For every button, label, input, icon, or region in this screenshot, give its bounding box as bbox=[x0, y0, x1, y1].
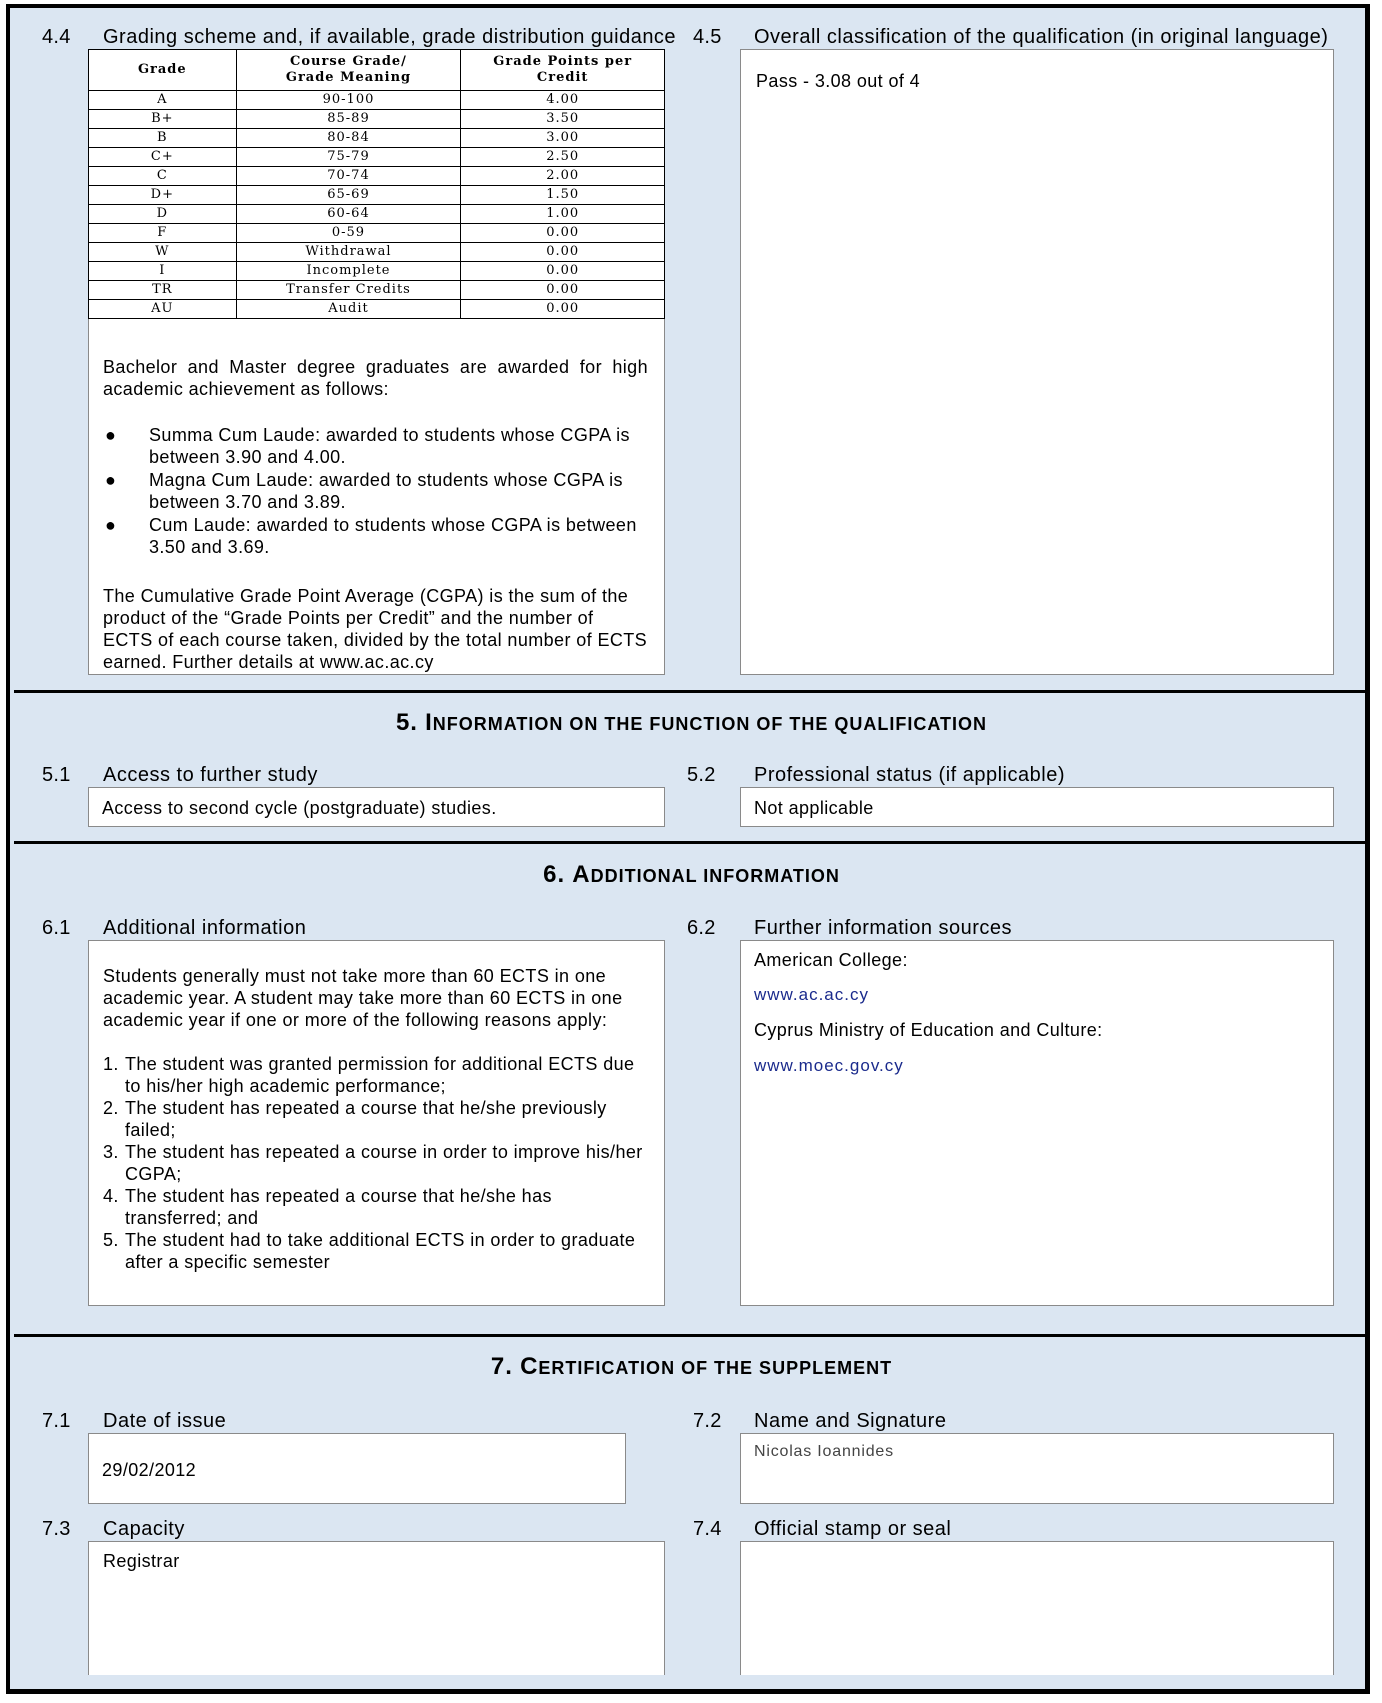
honors-list bbox=[103, 424, 648, 558]
grade-cell: W bbox=[89, 243, 237, 262]
section-6-title-initial: A bbox=[572, 861, 591, 888]
section-divider bbox=[14, 690, 1369, 693]
grade-meaning-cell: Transfer Credits bbox=[236, 281, 461, 300]
field-number-7-1: 7.1 bbox=[42, 1410, 71, 1432]
reason-item bbox=[103, 1141, 648, 1185]
field-label-grading-scheme: Grading scheme and, if available, grade distribution guidance bbox=[103, 26, 677, 48]
grade-meaning-cell: 70-74 bbox=[236, 167, 461, 186]
grade-cell: A bbox=[89, 91, 237, 110]
grade-meaning-cell: 80-84 bbox=[236, 129, 461, 148]
honors-item bbox=[103, 424, 648, 468]
column-header-grade: Grade bbox=[89, 50, 237, 91]
overall-classification-box bbox=[740, 49, 1334, 675]
grade-meaning-cell: 75-79 bbox=[236, 148, 461, 167]
grade-cell: C+ bbox=[89, 148, 237, 167]
grade-meaning-cell: Incomplete bbox=[236, 262, 461, 281]
grade-points-cell: 0.00 bbox=[461, 262, 665, 281]
field-number-7-3: 7.3 bbox=[42, 1518, 71, 1540]
section-7-title-text: ERTIFICATION OF THE SUPPLEMENT bbox=[538, 1358, 893, 1378]
grade-table-row bbox=[89, 300, 665, 319]
grade-table-row bbox=[89, 281, 665, 300]
grade-cell: D bbox=[89, 205, 237, 224]
grade-table-header-row bbox=[89, 50, 665, 91]
grade-points-cell: 0.00 bbox=[461, 224, 665, 243]
grade-points-cell: 3.50 bbox=[461, 110, 665, 129]
bullet-icon: ● bbox=[105, 470, 117, 490]
honors-item bbox=[103, 469, 648, 513]
grade-meaning-cell: Withdrawal bbox=[236, 243, 461, 262]
section-6-title-text: DDITIONAL INFORMATION bbox=[590, 866, 840, 886]
reason-number: 4. bbox=[103, 1186, 119, 1206]
reason-number: 3. bbox=[103, 1142, 119, 1162]
field-label-date-of-issue: Date of issue bbox=[103, 1410, 227, 1432]
grade-points-cell: 1.50 bbox=[461, 186, 665, 205]
field-label-additional-information: Additional information bbox=[103, 917, 307, 939]
bullet-icon: ● bbox=[105, 425, 117, 445]
grade-table-row bbox=[89, 167, 665, 186]
name-and-signature-box bbox=[740, 1433, 1334, 1504]
section-divider bbox=[14, 1334, 1369, 1337]
professional-status-value: Not applicable bbox=[754, 798, 874, 818]
field-label-overall-classification: Overall classification of the qualification (in original language) bbox=[754, 26, 1329, 48]
grade-meaning-cell: Audit bbox=[236, 300, 461, 319]
additional-information-box bbox=[88, 940, 665, 1306]
honors-item bbox=[103, 514, 648, 558]
source-label-american-college: American College: bbox=[754, 950, 908, 970]
field-number-7-2: 7.2 bbox=[693, 1410, 722, 1432]
honors-item-text: Magna Cum Laude: awarded to students whose CGPA is between 3.70 and 3.89. bbox=[149, 470, 623, 512]
grade-cell: TR bbox=[89, 281, 237, 300]
official-stamp-box bbox=[740, 1541, 1334, 1675]
grade-meaning-cell: 65-69 bbox=[236, 186, 461, 205]
reason-text: The student has repeated a course that he/she previously failed; bbox=[125, 1098, 607, 1140]
field-label-official-stamp: Official stamp or seal bbox=[754, 1518, 952, 1540]
field-number-7-4: 7.4 bbox=[693, 1518, 722, 1540]
access-further-study-value: Access to second cycle (postgraduate) studies. bbox=[102, 798, 497, 818]
grade-table-row bbox=[89, 129, 665, 148]
link-moec-gov-cy[interactable]: www.moec.gov.cy bbox=[754, 1056, 904, 1075]
cgpa-note: The Cumulative Grade Point Average (CGPA) is the sum of the product of the “Grade Points per Credit” and the number of ECTS of each course taken, divided by the total number of ECTS earned. Further details at www.ac.ac.cy bbox=[103, 586, 648, 672]
additional-information-reasons bbox=[103, 1053, 648, 1273]
signatory-name: Nicolas Ioannides bbox=[754, 1443, 894, 1460]
capacity-value: Registrar bbox=[103, 1551, 180, 1571]
grade-table-row bbox=[89, 243, 665, 262]
overall-classification-value: Pass - 3.08 out of 4 bbox=[756, 71, 921, 91]
column-header-grade-points: Grade Points per Credit bbox=[461, 50, 665, 91]
grade-points-cell: 2.50 bbox=[461, 148, 665, 167]
grade-points-cell: 2.00 bbox=[461, 167, 665, 186]
grade-table-row bbox=[89, 224, 665, 243]
reason-item bbox=[103, 1097, 648, 1141]
column-header-course-grade: Course Grade/ Grade Meaning bbox=[236, 50, 461, 91]
reason-item bbox=[103, 1229, 648, 1273]
honors-item-text: Cum Laude: awarded to students whose CGPA is between 3.50 and 3.69. bbox=[149, 515, 637, 557]
grade-points-cell: 1.00 bbox=[461, 205, 665, 224]
grade-table-row bbox=[89, 205, 665, 224]
source-label-ministry: Cyprus Ministry of Education and Culture: bbox=[754, 1020, 1103, 1040]
professional-status-box bbox=[740, 787, 1334, 827]
date-of-issue-box bbox=[88, 1433, 626, 1504]
honors-item-text: Summa Cum Laude: awarded to students whose CGPA is between 3.90 and 4.00. bbox=[149, 425, 630, 467]
grade-cell: I bbox=[89, 262, 237, 281]
additional-information-intro: Students generally must not take more than 60 ECTS in one academic year. A student may take more than 60 ECTS in one academic year if one or more of the following reasons apply: bbox=[103, 966, 623, 1030]
section-7-title-initial: C bbox=[520, 1353, 539, 1380]
section-7-title bbox=[14, 1353, 1369, 1381]
field-number-4-5: 4.5 bbox=[693, 26, 722, 48]
section-5-title-text: NFORMATION ON THE FUNCTION OF THE QUALIFICATION bbox=[432, 714, 988, 734]
grade-cell: C bbox=[89, 167, 237, 186]
grade-points-cell: 3.00 bbox=[461, 129, 665, 148]
section-5-title bbox=[14, 709, 1369, 737]
grade-points-cell: 4.00 bbox=[461, 91, 665, 110]
section-6-number: 6. bbox=[543, 861, 566, 888]
grade-cell: AU bbox=[89, 300, 237, 319]
grade-points-cell: 0.00 bbox=[461, 300, 665, 319]
field-number-6-1: 6.1 bbox=[42, 917, 71, 939]
field-number-6-2: 6.2 bbox=[687, 917, 716, 939]
grade-table-row bbox=[89, 91, 665, 110]
section-divider bbox=[14, 841, 1369, 844]
grade-meaning-cell: 85-89 bbox=[236, 110, 461, 129]
grade-table-row bbox=[89, 186, 665, 205]
field-number-4-4: 4.4 bbox=[42, 26, 71, 48]
grade-points-cell: 0.00 bbox=[461, 243, 665, 262]
grade-table-body bbox=[89, 91, 665, 319]
date-of-issue-value: 29/02/2012 bbox=[102, 1460, 197, 1480]
reason-text: The student has repeated a course in order to improve his/her CGPA; bbox=[125, 1142, 643, 1184]
reason-text: The student had to take additional ECTS in order to graduate after a specific semester bbox=[125, 1230, 636, 1272]
further-information-sources-box bbox=[740, 940, 1334, 1306]
grade-table bbox=[88, 49, 665, 319]
reason-text: The student was granted permission for additional ECTS due to his/her high academic performance; bbox=[125, 1054, 635, 1096]
grade-meaning-cell: 90-100 bbox=[236, 91, 461, 110]
field-label-further-information-sources: Further information sources bbox=[754, 917, 1013, 939]
section-5-title-initial: I bbox=[425, 709, 433, 736]
reason-item bbox=[103, 1053, 648, 1097]
bullet-icon: ● bbox=[105, 515, 117, 535]
grade-meaning-cell: 0-59 bbox=[236, 224, 461, 243]
grade-cell: D+ bbox=[89, 186, 237, 205]
reason-item bbox=[103, 1185, 648, 1229]
reason-number: 1. bbox=[103, 1054, 119, 1074]
section-5-number: 5. bbox=[395, 709, 418, 736]
grade-table-row bbox=[89, 148, 665, 167]
grade-meaning-cell: 60-64 bbox=[236, 205, 461, 224]
field-label-name-and-signature: Name and Signature bbox=[754, 1410, 947, 1432]
grade-cell: B+ bbox=[89, 110, 237, 129]
section-6-title bbox=[14, 861, 1369, 889]
grade-table-row bbox=[89, 110, 665, 129]
grade-points-cell: 0.00 bbox=[461, 281, 665, 300]
reason-number: 2. bbox=[103, 1098, 119, 1118]
reason-text: The student has repeated a course that he/she has transferred; and bbox=[125, 1186, 552, 1228]
grade-cell: B bbox=[89, 129, 237, 148]
capacity-box bbox=[88, 1541, 665, 1675]
field-label-capacity: Capacity bbox=[103, 1518, 185, 1540]
field-label-access-further-study: Access to further study bbox=[103, 764, 318, 786]
section-7-number: 7. bbox=[490, 1353, 513, 1380]
access-further-study-box bbox=[88, 787, 665, 827]
link-ac-ac-cy[interactable]: www.ac.ac.cy bbox=[754, 985, 869, 1004]
grade-table-row bbox=[89, 262, 665, 281]
field-label-professional-status: Professional status (if applicable) bbox=[754, 764, 1065, 786]
grade-cell: F bbox=[89, 224, 237, 243]
field-number-5-1: 5.1 bbox=[42, 764, 71, 786]
field-number-5-2: 5.2 bbox=[687, 764, 716, 786]
honors-intro: Bachelor and Master degree graduates are awarded for high academic achievement as follows: bbox=[103, 357, 648, 399]
reason-number: 5. bbox=[103, 1230, 119, 1250]
